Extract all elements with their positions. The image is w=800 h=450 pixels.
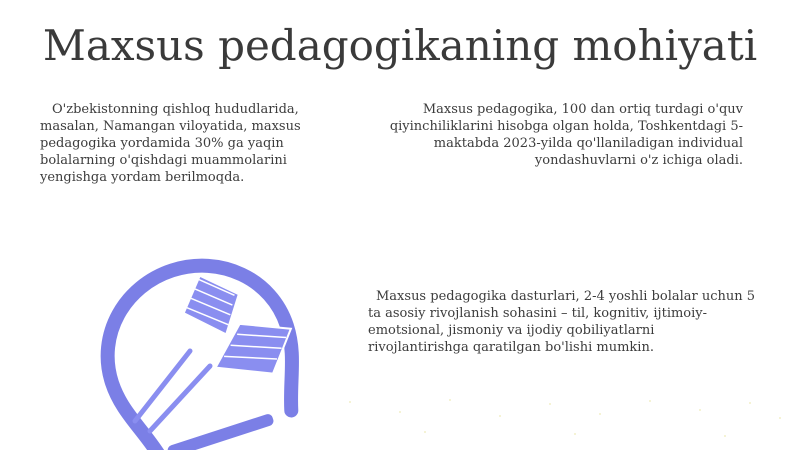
- paragraph-bottom: Maxsus pedagogika dasturlari, 2-4 yoshli bolalar uchun 5 ta asosiy rivojlanish sohasini – til, kognitiv, ijtimoiy-emotsional, jismoniy va ijodiy qobiliyatlarni rivojlantirishga qaratilgan bo'lishi mumkin.: [368, 289, 756, 355]
- paragraph-right: Maxsus pedagogika, 100 dan ortiq turdagi o'quv qiyinchiliklarini hisobga olgan holda, Toshkentdagi 5-maktabda 2023-yilda qo'llaniladigan individual yondashuvlarni o'z ichiga oladi.: [389, 102, 743, 168]
- slide-title: Maxsus pedagogikaning mohiyati: [42, 21, 758, 70]
- paragraph-left: O'zbekistonning qishloq hududlarida, masalan, Namangan viloyatida, maxsus pedagogika yordamida 30% ga yaqin bolalarning o'qishdagi muammolarini yengishga yordam berilmoqda.: [40, 102, 301, 185]
- lightbulb-book-icon: [100, 256, 310, 450]
- decorative-sparkles: [330, 392, 800, 449]
